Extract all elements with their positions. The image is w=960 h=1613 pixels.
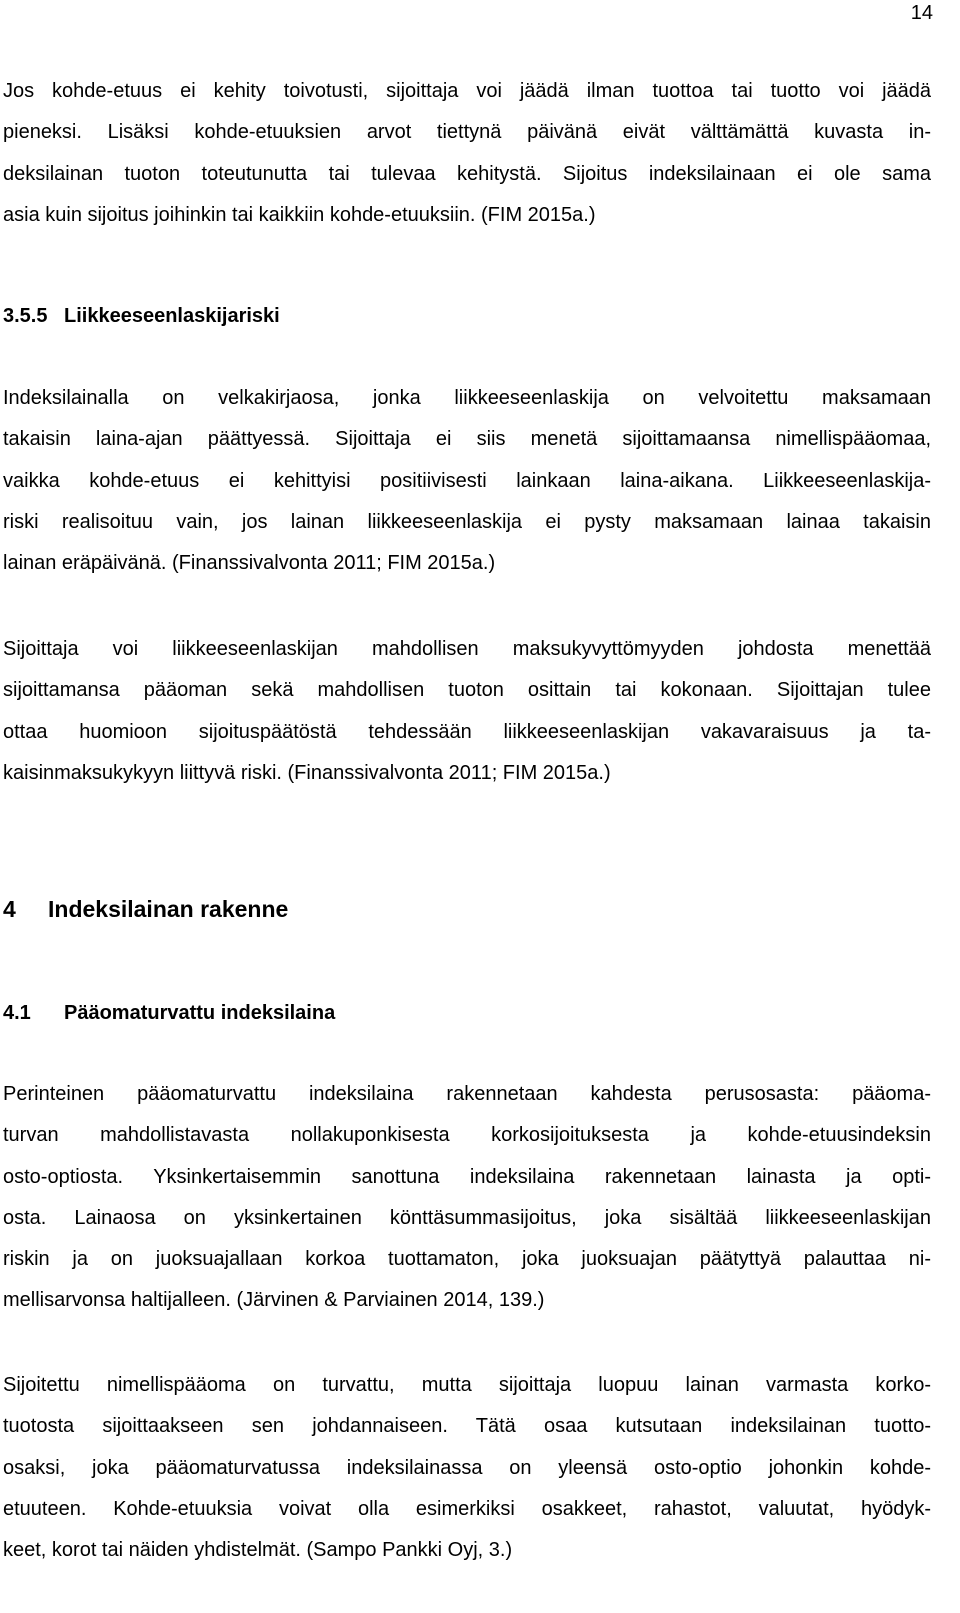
text-line: sijoittamansa pääoman sekä mahdollisen tuoton osittain tai kokonaan. Sijoittajan tulee: [3, 679, 931, 702]
text-line: Indeksilainalla on velkakirjaosa, jonka liikkeeseenlaskija on velvoitettu maksamaan: [3, 387, 931, 409]
paragraph-return-part: [3, 1365, 931, 1571]
text-line: osta. Lainaosa on yksinkertainen könttäsummasijoitus, joka sisältää liikkeeseenlaskijan: [3, 1206, 931, 1229]
heading-number: 4.1: [3, 1002, 31, 1024]
text-line: kaisinmaksukykyyn liittyvä riski. (Finanssivalvonta 2011; FIM 2015a.): [3, 761, 611, 784]
text-line: mellisarvonsa haltijalleen. (Järvinen & Parviainen 2014, 139.): [3, 1289, 545, 1312]
paragraph-intro-risk: [3, 71, 931, 236]
text-line: tuotosta sijoittaakseen sen johdannaiseen. Tätä osaa kutsutaan indeksilainan tuotto-: [3, 1415, 931, 1438]
heading-title: Pääomaturvattu indeksilaina: [64, 1002, 336, 1024]
text-line: ottaa huomioon sijoituspäätöstä tehdessään liikkeeseenlaskijan vakavaraisuus ja ta-: [3, 720, 931, 743]
text-line: vaikka kohde-etuus ei kehittyisi positiivisesti lainkaan laina-aikana. Liikkeeseenlaskija-: [3, 469, 931, 492]
paragraph-insolvency: [3, 629, 931, 794]
text-line: riskin ja on juoksuajallaan korkoa tuottamaton, joka juoksuajan päätyttyä palauttaa ni-: [3, 1248, 931, 1271]
page-number: 14: [910, 2, 933, 24]
text-line: pieneksi. Lisäksi kohde-etuuksien arvot tiettynä päivänä eivät välttämättä kuvasta in-: [3, 121, 931, 144]
paragraph-structure: [3, 1074, 931, 1322]
subheading-3-5-5: [3, 303, 931, 329]
heading-chapter-4: [3, 894, 931, 924]
text-line: osaksi, joka pääomaturvatussa indeksilainassa on yleensä osto-optio johonkin kohde-: [3, 1456, 931, 1479]
heading-title: Indeksilainan rakenne: [48, 896, 289, 922]
paragraph-issuer-risk: [3, 378, 931, 584]
text-line: Jos kohde-etuus ei kehity toivotusti, sijoittaja voi jäädä ilman tuottoa tai tuotto voi jäädä: [3, 80, 931, 102]
text-line: asia kuin sijoitus joihinkin tai kaikkiin kohde-etuuksiin. (FIM 2015a.): [3, 203, 596, 226]
text-line: Sijoittaja voi liikkeeseenlaskijan mahdollisen maksukyvyttömyyden johdosta menettää: [3, 638, 931, 660]
heading-title: Liikkeeseenlaskijariski: [64, 305, 280, 327]
text-line: riski realisoituu vain, jos lainan liikkeeseenlaskija ei pysty maksamaan lainaa takaisin: [3, 510, 931, 533]
heading-number: 4: [3, 896, 16, 922]
text-line: Perinteinen pääomaturvattu indeksilaina rakennetaan kahdesta perusosasta: pääoma-: [3, 1083, 931, 1105]
text-line: Sijoitettu nimellispääoma on turvattu, mutta sijoittaja luopuu lainan varmasta korko-: [3, 1374, 931, 1396]
text-line: deksilainan tuoton toteutunutta tai tulevaa kehitystä. Sijoitus indeksilainaan ei ole sama: [3, 162, 931, 185]
text-line: lainan eräpäivänä. (Finanssivalvonta 2011; FIM 2015a.): [3, 552, 496, 575]
text-line: osto-optiosta. Yksinkertaisemmin sanottuna indeksilaina rakennetaan lainasta ja opti-: [3, 1165, 931, 1188]
text-line: takaisin laina-ajan päättyessä. Sijoittaja ei siis menetä sijoittamaansa nimellispääomaa,: [3, 428, 931, 451]
text-line: etuuteen. Kohde-etuuksia voivat olla esimerkiksi osakkeet, rahastot, valuutat, hyödyk-: [3, 1497, 931, 1520]
text-line: turvan mahdollistavasta nollakuponkisesta korkosijoituksesta ja kohde-etuusindeksin: [3, 1124, 931, 1147]
heading-number: 3.5.5: [3, 305, 48, 327]
text-line: keet, korot tai näiden yhdistelmät. (Sampo Pankki Oyj, 3.): [3, 1539, 513, 1562]
subheading-4-1: [3, 1000, 931, 1026]
